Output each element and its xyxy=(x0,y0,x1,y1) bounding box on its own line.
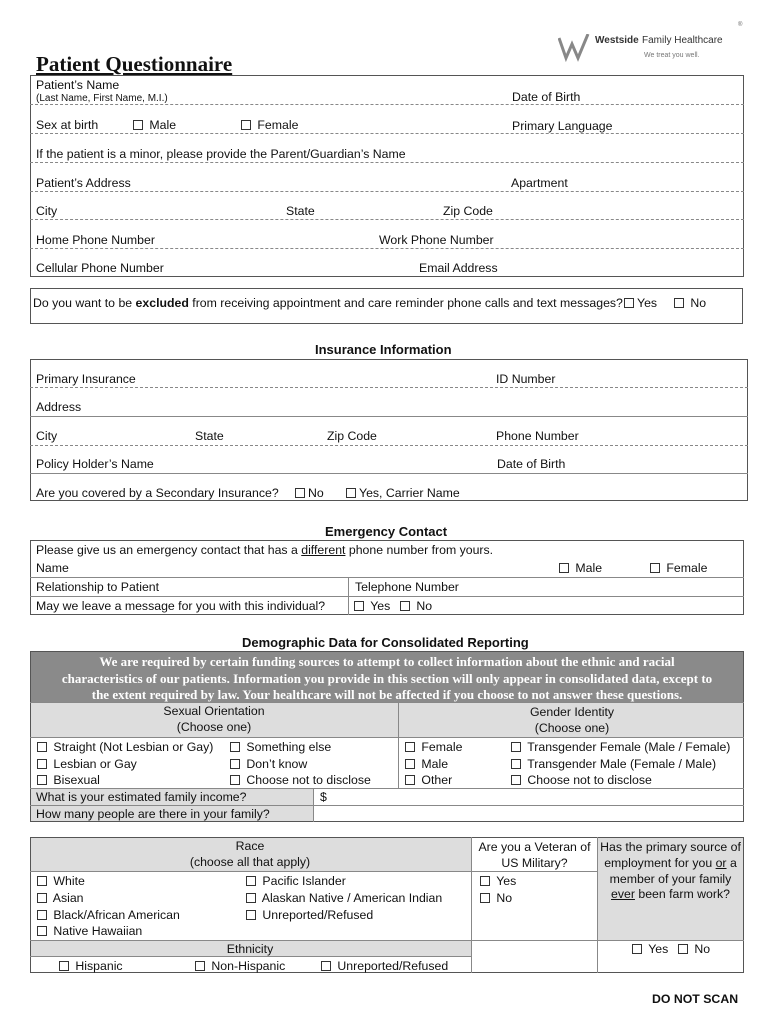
emergency-male-option[interactable]: Male xyxy=(559,562,602,574)
telephone-label: Telephone Number xyxy=(355,580,459,594)
logo-name-2: Family Healthcare xyxy=(642,35,723,46)
guardian-label: If the patient is a minor, please provide the Parent/Guardian’s Name xyxy=(36,147,406,161)
veteran-no-option[interactable]: No xyxy=(480,892,512,904)
patient-name-hint: (Last Name, First Name, M.I.) xyxy=(36,93,168,104)
logo-registered: ® xyxy=(738,22,743,28)
insurance-city-label: City xyxy=(36,429,58,443)
insurance-box xyxy=(30,359,748,501)
logo xyxy=(558,22,748,70)
id-number-label: ID Number xyxy=(496,372,556,386)
race-option[interactable]: Unreported/Refused xyxy=(246,909,373,921)
home-phone-label: Home Phone Number xyxy=(36,233,155,247)
sexual-orientation-heading: Sexual Orientation xyxy=(163,704,265,718)
checkbox-icon[interactable] xyxy=(678,944,688,954)
checkbox-icon[interactable] xyxy=(511,742,521,752)
checkbox-icon[interactable] xyxy=(624,298,634,308)
farm-yes-option[interactable]: Yes xyxy=(632,943,668,955)
primary-insurance-label: Primary Insurance xyxy=(36,372,136,386)
checkbox-icon[interactable] xyxy=(480,893,490,903)
checkbox-icon[interactable] xyxy=(321,961,331,971)
logo-tagline: We treat you well. xyxy=(644,52,700,59)
insurance-phone-label: Phone Number xyxy=(496,429,579,443)
insurance-heading: Insurance Information xyxy=(315,342,452,357)
family-size-question: How many people are there in your family? xyxy=(36,807,270,821)
exclusion-question: Do you want to be excluded from receiving appointment and care reminder phone calls and text messages? xyxy=(33,296,623,310)
checkbox-icon[interactable] xyxy=(405,759,415,769)
gender-identity-subheading: (Choose one) xyxy=(534,721,610,735)
policy-holder-label: Policy Holder’s Name xyxy=(36,457,154,471)
state-label: State xyxy=(286,204,315,218)
gi-option[interactable]: Transgender Male (Female / Male) xyxy=(511,758,716,770)
checkbox-icon[interactable] xyxy=(37,876,47,886)
income-currency: $ xyxy=(320,790,327,804)
race-heading: Race xyxy=(235,839,265,853)
farm-work-line-1: Has the primary source of xyxy=(600,840,741,854)
dob-label: Date of Birth xyxy=(512,90,581,104)
checkbox-icon[interactable] xyxy=(37,926,47,936)
gi-option[interactable]: Male xyxy=(405,758,448,770)
checkbox-icon[interactable] xyxy=(230,742,240,752)
checkbox-icon[interactable] xyxy=(480,876,490,886)
language-label: Primary Language xyxy=(512,119,613,133)
ethnicity-option[interactable]: Hispanic xyxy=(59,960,123,972)
insurance-state-label: State xyxy=(195,429,224,443)
gender-identity-heading: Gender Identity xyxy=(529,705,615,719)
checkbox-icon[interactable] xyxy=(230,759,240,769)
race-option[interactable]: Alaskan Native / American Indian xyxy=(246,892,442,904)
ethnicity-heading: Ethnicity xyxy=(226,942,274,956)
sexual-orientation-subheading: (Choose one) xyxy=(176,720,252,734)
message-no-option[interactable]: No xyxy=(400,600,432,612)
city-label: City xyxy=(36,204,58,218)
gi-option[interactable]: Female xyxy=(405,741,462,753)
page-title: Patient Questionnaire xyxy=(36,52,233,76)
emergency-female-option[interactable]: Female xyxy=(650,562,707,574)
so-option[interactable]: Bisexual xyxy=(37,774,100,786)
veteran-heading: Are you a Veteran of xyxy=(478,840,591,854)
so-option[interactable]: Lesbian or Gay xyxy=(37,758,137,770)
checkbox-icon[interactable] xyxy=(37,893,47,903)
exclusion-yes-option[interactable]: Yes xyxy=(624,297,657,309)
checkbox-icon[interactable] xyxy=(559,563,569,573)
farm-work-line-3: member of your family xyxy=(609,872,732,886)
race-option[interactable]: Asian xyxy=(37,892,84,904)
race-option[interactable]: White xyxy=(37,875,85,887)
emergency-name-label: Name xyxy=(36,561,69,575)
relationship-label: Relationship to Patient xyxy=(36,580,160,594)
race-option[interactable]: Native Hawaiian xyxy=(37,925,142,937)
do-not-scan-label: DO NOT SCAN xyxy=(652,992,739,1006)
insurance-address-label: Address xyxy=(36,400,82,414)
ethnicity-option[interactable]: Unreported/Refused xyxy=(321,960,448,972)
race-option[interactable]: Pacific Islander xyxy=(246,875,346,887)
address-label: Patient’s Address xyxy=(36,176,131,190)
checkbox-icon[interactable] xyxy=(37,742,47,752)
race-option[interactable]: Black/African American xyxy=(37,909,180,921)
checkbox-icon[interactable] xyxy=(59,961,69,971)
checkbox-icon[interactable] xyxy=(346,488,356,498)
work-phone-label: Work Phone Number xyxy=(379,233,494,247)
checkbox-icon[interactable] xyxy=(511,775,521,785)
patient-name-label: Patient’s Name xyxy=(36,78,120,92)
race-subheading: (choose all that apply) xyxy=(189,855,311,869)
veteran-subheading: US Military? xyxy=(501,856,568,870)
so-option[interactable]: Something else xyxy=(230,741,331,753)
so-option[interactable]: Don’t know xyxy=(230,758,307,770)
notice-line: the extent required by law. Your healthcare will not be affected if you choose to not answer these questions. xyxy=(91,687,683,702)
emergency-intro: Please give us an emergency contact that has a different phone number from yours. xyxy=(36,543,494,557)
gi-option[interactable]: Choose not to disclose xyxy=(511,774,652,786)
cell-phone-label: Cellular Phone Number xyxy=(36,261,164,275)
notice-line: We are required by certain funding sources to attempt to collect information about the ethnic and racial xyxy=(99,654,675,669)
farm-no-option[interactable]: No xyxy=(678,943,710,955)
checkbox-icon[interactable] xyxy=(37,910,47,920)
checkbox-icon[interactable] xyxy=(246,910,256,920)
sex-female-option[interactable]: Female xyxy=(241,119,298,131)
exclusion-no-option[interactable]: No xyxy=(674,297,706,309)
veteran-yes-option[interactable]: Yes xyxy=(480,875,516,887)
checkbox-icon[interactable] xyxy=(295,488,305,498)
email-label: Email Address xyxy=(419,261,498,275)
so-option[interactable]: Straight (Not Lesbian or Gay) xyxy=(37,741,213,753)
sex-male-option[interactable]: Male xyxy=(133,119,176,131)
checkbox-icon[interactable] xyxy=(195,961,205,971)
farm-work-line-2: employment for you or a xyxy=(604,856,737,870)
checkbox-icon[interactable] xyxy=(405,775,415,785)
checkbox-icon[interactable] xyxy=(133,120,143,130)
secondary-yes-option[interactable]: Yes, Carrier Name xyxy=(346,487,460,499)
checkbox-icon[interactable] xyxy=(632,944,642,954)
checkbox-icon[interactable] xyxy=(230,775,240,785)
apartment-label: Apartment xyxy=(511,176,568,190)
sex-label: Sex at birth xyxy=(36,118,99,132)
checkbox-icon[interactable] xyxy=(37,759,47,769)
secondary-insurance-question: Are you covered by a Secondary Insurance? xyxy=(36,486,279,500)
policy-dob-label: Date of Birth xyxy=(497,457,566,471)
gi-option[interactable]: Transgender Female (Male / Female) xyxy=(511,741,730,753)
demographic-heading: Demographic Data for Consolidated Reporting xyxy=(242,635,529,650)
so-option[interactable]: Choose not to disclose xyxy=(230,774,371,786)
checkbox-icon[interactable] xyxy=(674,298,684,308)
message-yes-option[interactable]: Yes xyxy=(354,600,390,612)
notice-line: characteristics of our patients. Information you provide in this section will only appear in consolidated data, except to xyxy=(61,670,713,686)
emergency-heading: Emergency Contact xyxy=(325,524,448,539)
checkbox-icon[interactable] xyxy=(511,759,521,769)
checkbox-icon[interactable] xyxy=(37,775,47,785)
message-question: May we leave a message for you with this individual? xyxy=(36,599,326,613)
checkbox-icon[interactable] xyxy=(246,893,256,903)
zip-label: Zip Code xyxy=(443,204,493,218)
income-question: What is your estimated family income? xyxy=(36,790,247,804)
checkbox-icon[interactable] xyxy=(400,601,410,611)
ethnicity-option[interactable]: Non-Hispanic xyxy=(195,960,285,972)
checkbox-icon[interactable] xyxy=(241,120,251,130)
insurance-zip-label: Zip Code xyxy=(327,429,377,443)
gi-option[interactable]: Other xyxy=(405,774,452,786)
checkbox-icon[interactable] xyxy=(246,876,256,886)
secondary-no-option[interactable]: No xyxy=(295,487,324,499)
checkbox-icon[interactable] xyxy=(405,742,415,752)
demographic-notice xyxy=(31,652,743,702)
logo-name: Westside xyxy=(595,35,639,46)
farm-work-line-4: ever been farm work? xyxy=(611,887,730,901)
checkbox-icon[interactable] xyxy=(650,563,660,573)
checkbox-icon[interactable] xyxy=(354,601,364,611)
logo-w-icon xyxy=(558,34,590,62)
